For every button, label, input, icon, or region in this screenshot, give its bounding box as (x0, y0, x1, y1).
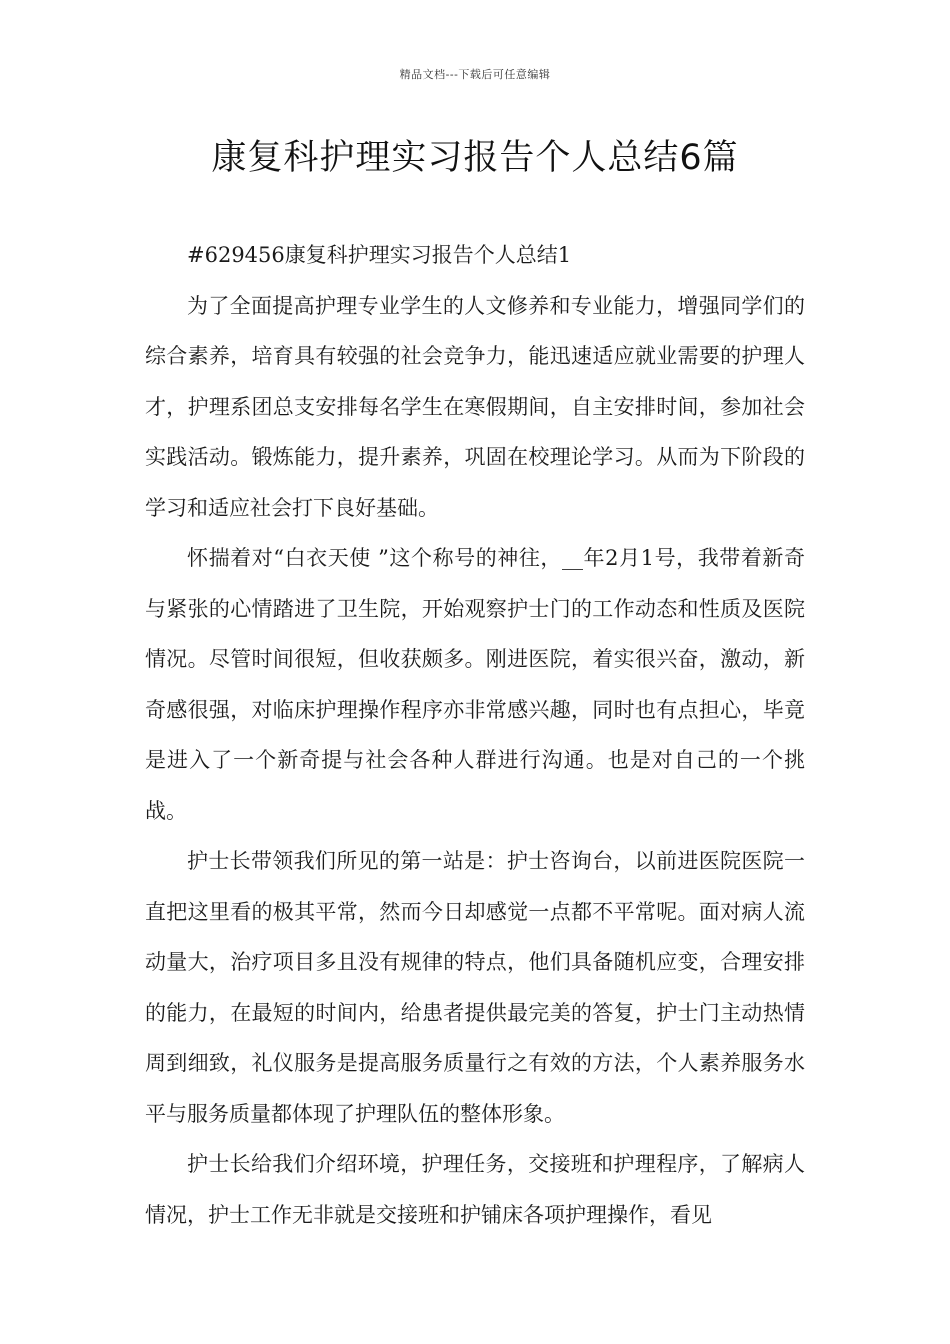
paragraph-1: 为了全面提高护理专业学生的人文修养和专业能力，增强同学们的综合素养，培育具有较强的社会竞争力，能迅速适应就业需要的护理人才，护理系团总支安排每名学生在寒假期间，自主安排时间，参加社会实践活动。锻炼能力，提升素养，巩固在校理论学习。从而为下阶段的学习和适应社会打下良好基础。 (145, 293, 805, 520)
paragraph-2: 怀揣着对“白衣天使 ”这个称号的神往，__年2月1号，我带着新奇与紧张的心情踏进了卫生院，开始观察护士门的工作动态和性质及医院情况。尽管时间很短，但收获颇多。刚进医院，着实很兴奋，激动，新奇感很强，对临床护理操作程序亦非常感兴趣，同时也有点担心，毕竟是进入了一个新奇提与社会各种人群进行沟通。也是对自己的一个挑战。 (145, 546, 805, 823)
section-heading: #629456康复科护理实习报告个人总结1 (187, 243, 572, 267)
header-note: 精品文档---下载后可任意编辑 (399, 68, 551, 81)
paragraph-4: 护士长给我们介绍环境，护理任务，交接班和护理程序，了解病人情况，护士工作无非就是交接班和护铺床各项护理操作，看见 (145, 1152, 805, 1227)
document-body (145, 230, 805, 1240)
paragraph-3: 护士长带领我们所见的第一站是：护士咨询台，以前进医院医院一直把这里看的极其平常，然而今日却感觉一点都不平常呢。面对病人流动量大，治疗项目多且没有规律的特点，他们具备随机应变，合理安排的能力，在最短的时间内，给患者提供最完美的答复，护士门主动热情周到细致，礼仪服务是提高服务质量行之有效的方法，个人素养服务水平与服务质量都体现了护理队伍的整体形象。 (145, 849, 805, 1126)
document-title: 康复科护理实习报告个人总结6篇 (211, 138, 739, 178)
